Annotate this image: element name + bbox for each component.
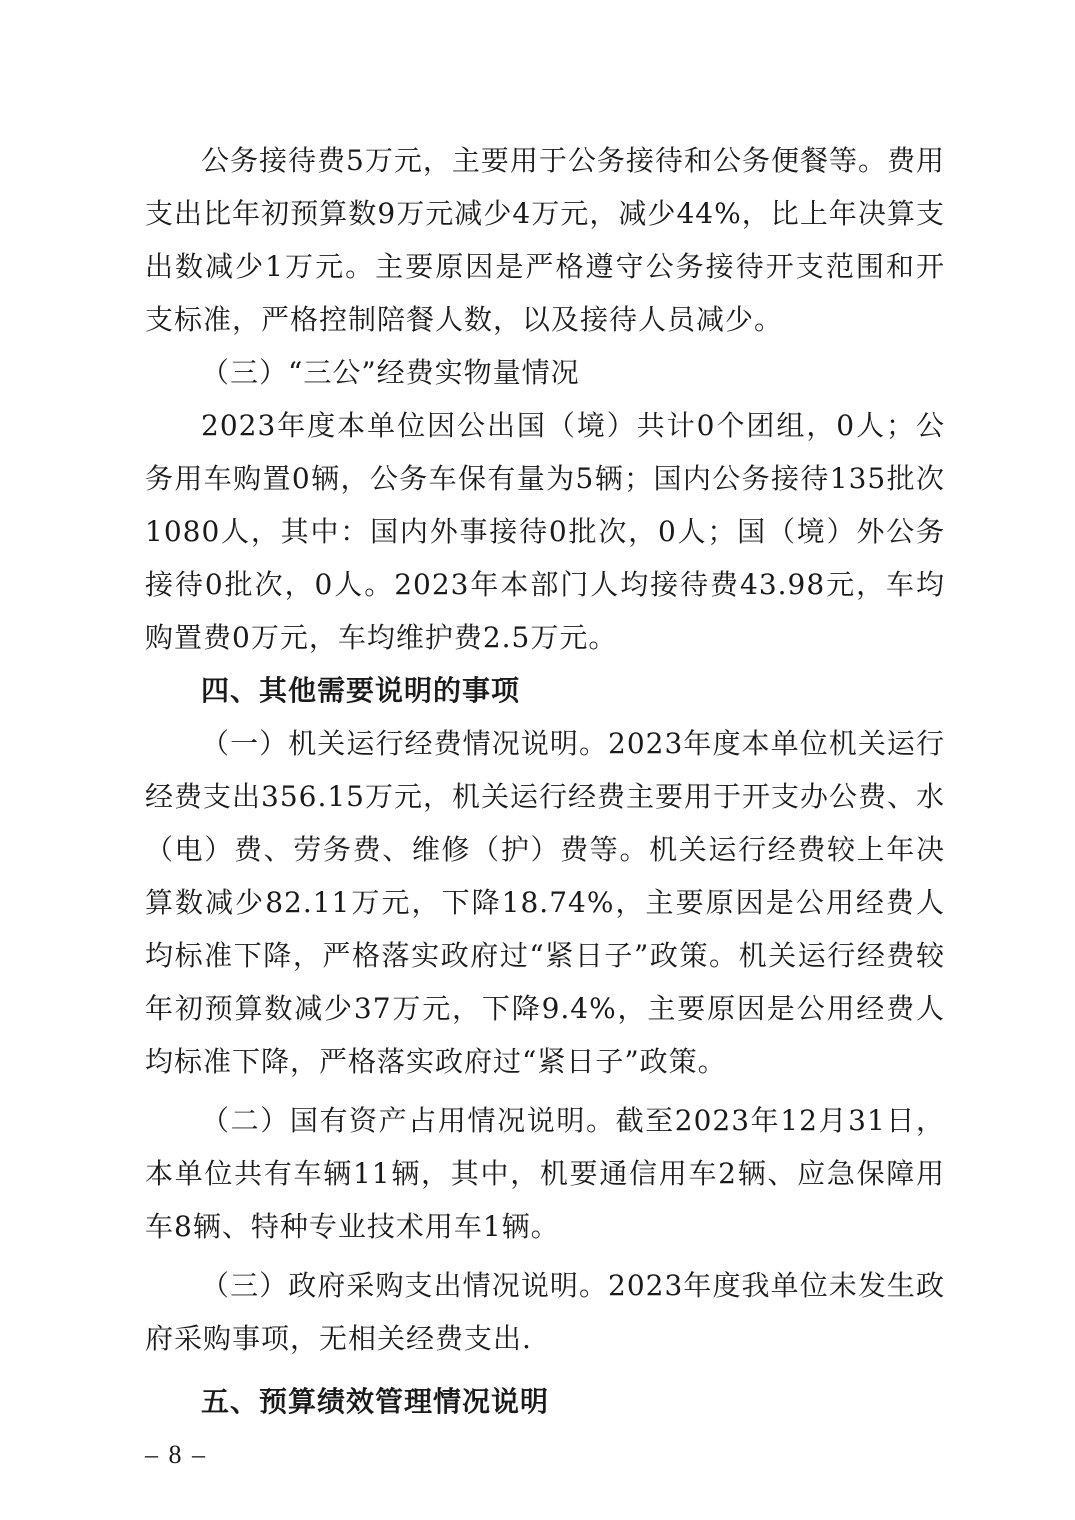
page-number: – 8 – <box>145 1440 207 1469</box>
paragraph-operating-expenses: （一）机关运行经费情况说明。2023年度本单位机关运行经费支出356.15万元，机关运行经费主要用于开支办公费、水（电）费、劳务费、维修（护）费等。机关运行经费较上年决算数减少82.11万元，下降18.74%，主要原因是公用经费人均标准下降，严格落实政府过“紧日子”政策。机关运行经费较年初预算数减少37万元，下降9.4%，主要原因是公用经费人均标准下降，严格落实政府过“紧日子”政策。 <box>145 727 945 1078</box>
section-heading-performance-management: 五、预算绩效管理情况说明 <box>201 1385 550 1418</box>
subheading-physical-quantity: （三）“三公”经费实物量情况 <box>201 356 580 389</box>
section-heading-other-matters: 四、其他需要说明的事项 <box>201 674 521 707</box>
paragraph-government-procurement: （三）政府采购支出情况说明。2023年度我单位未发生政府采购事项，无相关经费支出. <box>145 1269 945 1355</box>
paragraph-physical-quantity: 2023年度本单位因公出国（境）共计0个团组，0人；公务用车购置0辆，公务车保有量为5辆；国内公务接待135批次1080人，其中：国内外事接待0批次，0人；国（境）外公务接待0批次，0人。2023年本部门人均接待费43.98元，车均购置费0万元，车均维护费2.5万元。 <box>145 409 945 654</box>
paragraph-state-assets: （二）国有资产占用情况说明。截至2023年12月31日，本单位共有车辆11辆，其中，机要通信用车2辆、应急保障用车8辆、特种专业技术用车1辆。 <box>145 1104 945 1243</box>
paragraph-hospitality-expense: 公务接待费5万元，主要用于公务接待和公务便餐等。费用支出比年初预算数9万元减少4万元，减少44%，比上年决算支出数减少1万元。主要原因是严格遵守公务接待开支范围和开支标准，严格控制陪餐人数，以及接待人员减少。 <box>145 144 945 336</box>
document-body <box>145 134 945 1428</box>
